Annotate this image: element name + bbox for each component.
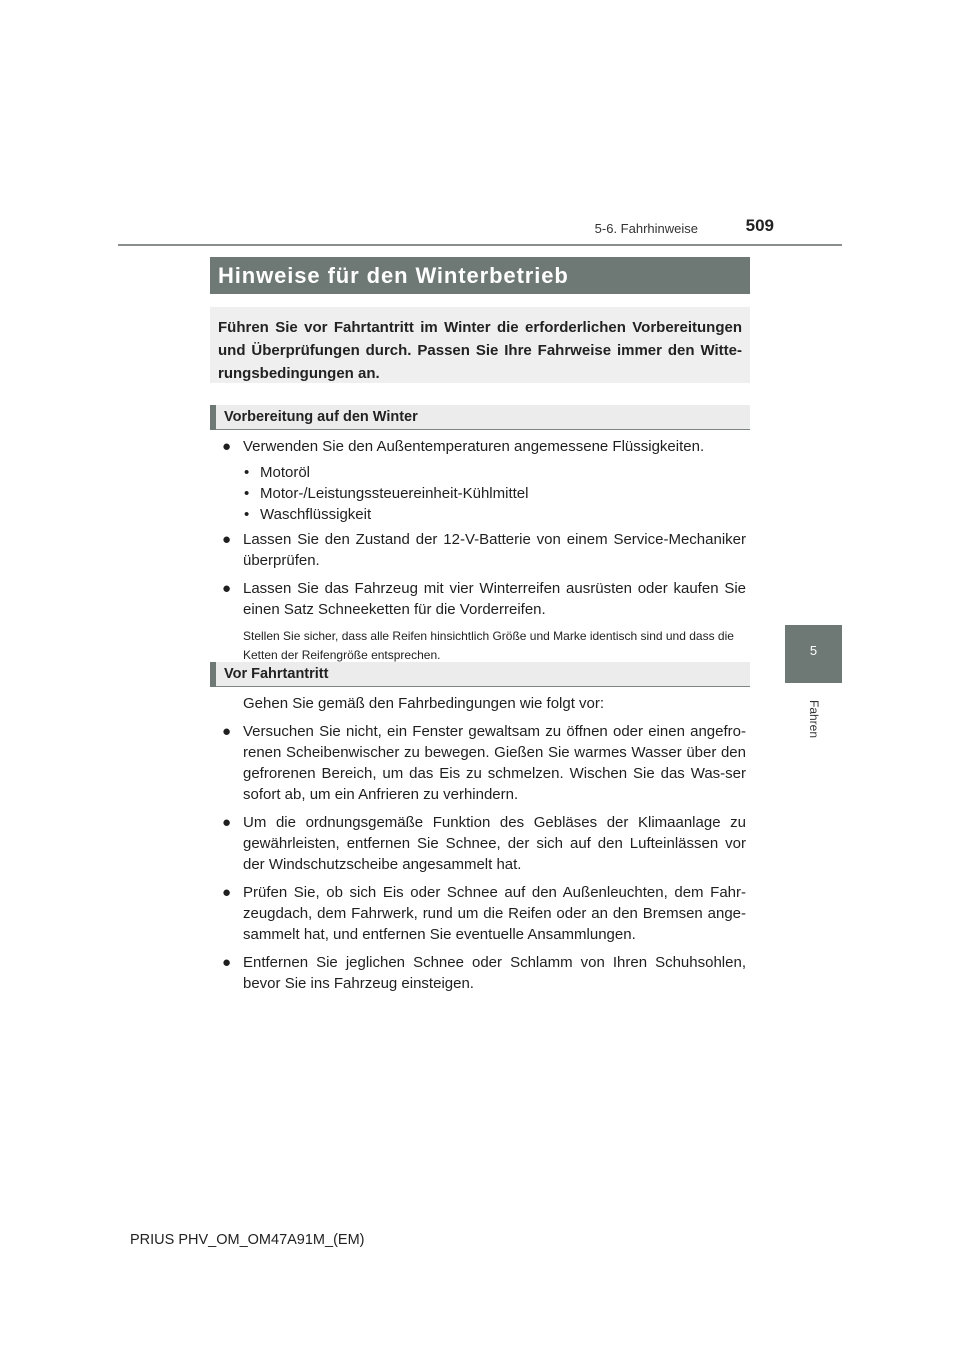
chapter-tab <box>785 625 842 683</box>
page-number: 509 <box>745 216 774 235</box>
document-footer: PRIUS PHV_OM_OM47A91M_(EM) <box>130 1232 365 1248</box>
list-item <box>222 578 746 620</box>
fluid-item-text: Waschflüssigkeit <box>260 506 372 523</box>
chapter-number: 5 <box>809 643 818 658</box>
section-lead-text: Gehen Sie gemäß den Fahrbedingungen wie folgt vor: <box>243 695 605 712</box>
fluid-item <box>243 506 746 523</box>
sub-bullet-icon: • <box>244 485 250 502</box>
bullet-dot-icon: ● <box>222 580 232 597</box>
bullet-dot-icon: ● <box>222 814 232 831</box>
list-item-text: Prüfen Sie, ob sich Eis oder Schnee auf den Außenleuchten, dem Fahr-zeugdach, dem Fahrwerk, rund um die Reifen oder an den Bremsen ange-sammelt hat, und entfernen Sie eventuelle Ansammlungen. <box>243 884 746 943</box>
bullet-dot-icon: ● <box>222 954 232 971</box>
page-title-bar <box>210 257 750 294</box>
sub-bullet-icon: • <box>244 506 250 523</box>
section-winter-prep-content <box>222 436 746 665</box>
list-item-text: Um die ordnungsgemäße Funktion des Gebläses der Klimaanlage zu gewährleisten, entfernen Sie Schnee, der sich auf den Lufteinlässen vor der Windschutzscheibe angesammelt hat. <box>243 814 746 873</box>
list-item-text: Lassen Sie das Fahrzeug mit vier Winterreifen ausrüsten oder kaufen Sie einen Satz Schneeketten für die Vorderreifen. <box>243 580 746 618</box>
list-item <box>222 721 746 805</box>
intro-text: Führen Sie vor Fahrtantritt im Winter die erforderlichen Vorbereitungen und Überprüfungen durch. Passen Sie Ihre Fahrweise immer den Witte-rungsbedingungen an. <box>218 319 742 382</box>
section-before-driving-content <box>222 693 746 1001</box>
page-title: Hinweise für den Winterbetrieb <box>218 263 569 288</box>
list-item <box>222 812 746 875</box>
section-heading-winter-prep <box>210 405 750 430</box>
chapter-label-container <box>806 690 822 740</box>
section-heading-marker <box>210 405 216 430</box>
section-heading-text: Vor Fahrtantritt <box>224 666 329 682</box>
section-heading-text: Vorbereitung auf den Winter <box>224 409 418 425</box>
fluids-list <box>243 464 746 523</box>
bullet-dot-icon: ● <box>222 723 232 740</box>
tire-note: Stellen Sie sicher, dass alle Reifen hinsichtlich Größe und Marke identisch sind und dass die Ketten der Reifengröße entsprechen. <box>243 629 734 662</box>
list-item-text: Entfernen Sie jeglichen Schnee oder Schlamm von Ihren Schuhsohlen, bevor Sie ins Fahrzeug einsteigen. <box>243 954 746 992</box>
bullet-dot-icon: ● <box>222 438 232 455</box>
bullet-dot-icon: ● <box>222 884 232 901</box>
fluid-item-text: Motor-/Leistungssteuereinheit-Kühlmittel <box>260 485 529 502</box>
chapter-label: Fahren <box>807 699 821 739</box>
intro-box <box>210 307 750 383</box>
sub-bullet-icon: • <box>244 464 250 481</box>
header-divider <box>118 244 842 246</box>
fluid-item <box>243 485 746 502</box>
header-section-label: 5-6. Fahrhinweise <box>594 221 698 236</box>
fluid-item <box>243 464 746 481</box>
list-item-text: Lassen Sie den Zustand der 12-V-Batterie von einem Service-Mechaniker überprüfen. <box>243 531 746 569</box>
bullet-dot-icon: ● <box>222 531 232 548</box>
fluid-item-text: Motoröl <box>260 464 311 481</box>
list-item <box>222 529 746 571</box>
list-item-text: Versuchen Sie nicht, ein Fenster gewaltsam zu öffnen oder einen angefro-renen Scheibenwischer zu bewegen. Gießen Sie warmes Wasser über den gefrorenen Bereich, um das Eis zu schmelzen. Wischen Sie das Was-ser sofort ab, um ein Anfrieren zu verhindern. <box>243 723 746 803</box>
list-item <box>222 952 746 994</box>
list-item <box>222 436 746 457</box>
list-item-text: Verwenden Sie den Außentemperaturen angemessene Flüssigkeiten. <box>243 438 705 455</box>
section-heading-before-driving <box>210 662 750 687</box>
section-heading-marker <box>210 662 216 687</box>
list-item <box>222 882 746 945</box>
